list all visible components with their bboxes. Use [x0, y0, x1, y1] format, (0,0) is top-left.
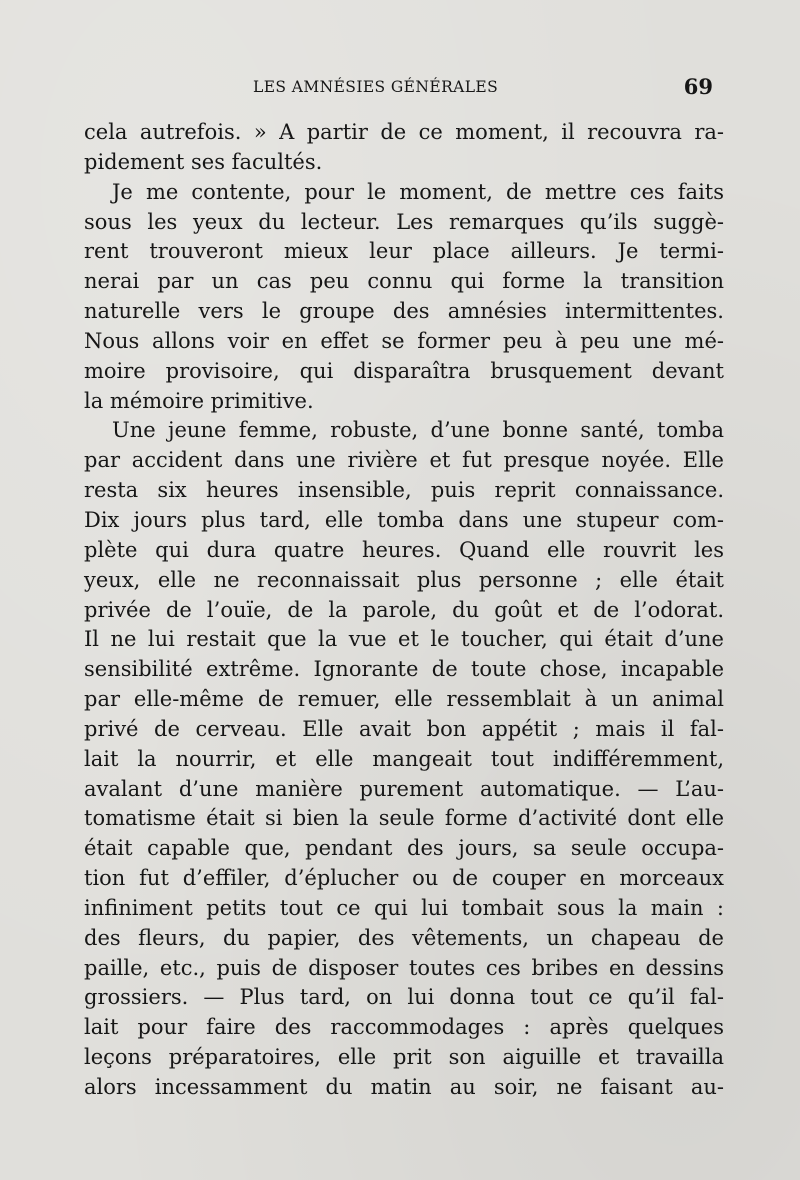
text-line: la mémoire primitive. [84, 388, 314, 413]
running-title: LES AMNÉSIES GÉNÉRALES [253, 78, 499, 96]
text-line: des fleurs, du papier, des vêtements, un chapeau de [84, 925, 724, 950]
text-line: naturelle vers le groupe des amnésies intermittentes. [84, 299, 724, 324]
text-line: sous les yeux du lecteur. Les remarques qu’ils suggè- [84, 209, 724, 234]
text-line: paille, etc., puis de disposer toutes ces bribes en dessins [84, 955, 724, 980]
text-line: privé de cerveau. Elle avait bon appétit ; mais il fal- [84, 716, 724, 741]
text-line: par elle-même de remuer, elle ressemblait à un animal [84, 687, 724, 712]
text-line: tomatisme était si bien la seule forme d’activité dont elle [84, 806, 724, 831]
text-line: pidement ses facultés. [84, 149, 323, 174]
text-line: infiniment petits tout ce qui lui tombait sous la main : [84, 895, 724, 920]
text-line: lait la nourrir, et elle mangeait tout indifféremment, [84, 746, 724, 771]
text-line: moire provisoire, qui disparaîtra brusquement devant [84, 358, 724, 383]
text-line: leçons préparatoires, elle prit son aiguille et travailla [84, 1045, 724, 1070]
text-line: yeux, elle ne reconnaissait plus personne ; elle était [84, 567, 724, 592]
text-line: nerai par un cas peu connu qui forme la transition [84, 269, 724, 294]
text-line: cela autrefois. » A partir de ce moment, il recouvra ra- [84, 120, 724, 144]
text-line: par accident dans une rivière et fut presque noyée. Elle [84, 448, 724, 473]
text-line: Nous allons voir en effet se former peu à peu une mé- [84, 328, 724, 353]
text-line: Je me contente, pour le moment, de mettre ces faits [112, 179, 724, 204]
text-line: tion fut d’effiler, d’éplucher ou de couper en morceaux [84, 866, 724, 891]
text-line: privée de l’ouïe, de la parole, du goût et de l’odorat. [84, 597, 724, 622]
text-line: lait pour faire des raccommodages : après quelques [84, 1015, 724, 1040]
page-number: 69 [683, 74, 713, 99]
text-line: Une jeune femme, robuste, d’une bonne santé, tomba [112, 418, 724, 443]
text-line: était capable que, pendant des jours, sa seule occupa- [84, 836, 724, 861]
text-line: avalant d’une manière purement automatique. — L’au- [84, 776, 724, 801]
running-head [85, 74, 713, 106]
text-line: rent trouveront mieux leur place ailleurs. Je termi- [84, 239, 724, 264]
text-line: plète qui dura quatre heures. Quand elle rouvrit les [84, 537, 724, 562]
body-text [84, 118, 724, 1103]
text-line: Dix jours plus tard, elle tomba dans une stupeur com- [84, 507, 724, 532]
text-line: Il ne lui restait que la vue et le toucher, qui était d’une [84, 627, 724, 652]
text-line: resta six heures insensible, puis reprit connaissance. [84, 478, 724, 503]
text-line: alors incessamment du matin au soir, ne faisant au- [84, 1075, 724, 1099]
text-line: grossiers. — Plus tard, on lui donna tout ce qu’il fal- [84, 985, 724, 1010]
text-line: sensibilité extrême. Ignorante de toute chose, incapable [84, 657, 724, 682]
